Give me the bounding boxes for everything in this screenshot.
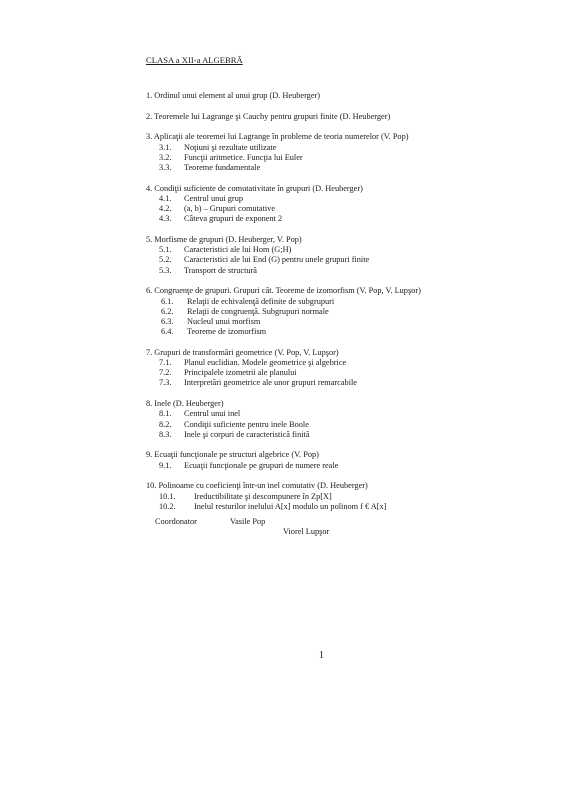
toc-subsection	[146, 430, 546, 440]
subsection-title: Ireductibilitate şi descompunere în Zp[X]	[194, 491, 332, 501]
subsection-title: Noţiuni şi rezultate utilizate	[184, 142, 277, 152]
toc-subsection	[146, 163, 546, 173]
toc-subsection	[146, 307, 546, 317]
subsection-number: 6.4.	[161, 327, 174, 337]
page-header: CLASA a XII-a ALGEBRĂ	[146, 55, 243, 65]
table-of-contents	[146, 91, 546, 523]
subsection-title: Nucleul unui morfism	[187, 316, 261, 326]
toc-subsection	[146, 358, 546, 368]
toc-subsection	[146, 502, 546, 512]
subsection-title: Funcţii aritmetice. Funcţia lui Euler	[184, 152, 303, 162]
subsection-number: 3.3.	[159, 163, 172, 173]
toc-subsection	[146, 409, 546, 419]
subsection-number: 4.2.	[159, 204, 172, 214]
toc-subsection	[146, 368, 546, 378]
subsection-title: Caracteristici ale lui End (G) pentru unele grupuri finite	[184, 255, 370, 265]
chapter-title: 9. Ecuaţii funcţionale pe structuri algebrice (V. Pop)	[146, 450, 319, 460]
subsection-number: 7.3.	[159, 378, 172, 388]
subsection-number: 6.2.	[161, 306, 174, 316]
toc-subsection	[146, 420, 546, 430]
toc-subsection	[146, 461, 546, 471]
subsection-title: Câteva grupuri de exponent 2	[184, 214, 283, 224]
toc-subsection	[146, 143, 546, 153]
toc-subsection	[146, 492, 546, 502]
subsection-title: Ecuaţii funcţionale pe grupuri de numere reale	[184, 460, 339, 470]
coordinator-name-1: Vasile Pop	[230, 517, 266, 526]
coordinator-block	[155, 517, 329, 537]
page-number: 1	[319, 650, 324, 661]
coordinator-name-2: Viorel Lupşor	[283, 527, 330, 537]
coordinator-label: Coordonator	[155, 517, 197, 526]
subsection-title: Relaţii de congruenţă. Subgrupuri normale	[187, 306, 329, 316]
chapter-title: 2. Teoremele lui Lagrange şi Cauchy pentru grupuri finite (D. Heuberger)	[146, 111, 391, 121]
toc-chapter	[146, 112, 546, 122]
toc-subsection	[146, 245, 546, 255]
toc-subsection	[146, 214, 546, 224]
subsection-title: Transport de structură	[184, 265, 257, 275]
subsection-number: 8.1.	[159, 409, 172, 419]
toc-subsection	[146, 327, 546, 337]
subsection-number: 5.1.	[159, 245, 172, 255]
toc-chapter	[146, 132, 546, 173]
toc-subsection	[146, 378, 546, 388]
subsection-number: 8.2.	[159, 419, 172, 429]
chapter-title: 3. Aplicaţii ale teoremei lui Lagrange în probleme de teoria numerelor (V. Pop)	[146, 132, 409, 142]
subsection-title: Planul euclidian. Modele geometrice şi algebrice	[184, 358, 347, 368]
subsection-number: 6.3.	[161, 316, 174, 326]
chapter-title: 1. Ordinul unui element al unui grup (D. Heuberger)	[146, 91, 321, 100]
chapter-title: 10. Polinoame cu coeficienţi într-un inel comutativ (D. Heuberger)	[146, 481, 368, 491]
subsection-number: 7.2.	[159, 368, 172, 378]
toc-subsection	[146, 255, 546, 265]
subsection-number: 7.1.	[159, 358, 172, 368]
subsection-number: 6.1.	[161, 296, 174, 306]
toc-chapter	[146, 450, 546, 470]
subsection-number: 10.1.	[159, 491, 176, 501]
subsection-title: Centrul unui grup	[184, 193, 243, 203]
toc-chapter	[146, 399, 546, 440]
subsection-number: 9.1.	[159, 460, 172, 470]
chapter-title: 7. Grupuri de transformări geometrice (V. Pop, V. Lupşor)	[146, 347, 339, 357]
toc-chapter	[146, 348, 546, 389]
toc-subsection	[146, 317, 546, 327]
chapter-title: 5. Morfisme de grupuri (D. Heuberger, V. Pop)	[146, 235, 302, 245]
subsection-number: 3.2.	[159, 152, 172, 162]
subsection-title: Caracteristici ale lui Hom (G;H)	[184, 245, 292, 255]
toc-chapter	[146, 91, 546, 101]
toc-subsection	[146, 204, 546, 214]
subsection-title: Inelul resturilor inelului A[x] modulo un polinom f € A[x]	[194, 501, 387, 511]
toc-chapter	[146, 481, 546, 512]
toc-subsection	[146, 297, 546, 307]
toc-chapter	[146, 184, 546, 225]
subsection-title: Centrul unui inel	[184, 409, 241, 419]
toc-subsection	[146, 194, 546, 204]
toc-chapter	[146, 235, 546, 276]
subsection-title: Teoreme fundamentale	[184, 163, 261, 173]
subsection-number: 8.3.	[159, 429, 172, 439]
subsection-title: Interpretări geometrice ale unor grupuri remarcabile	[184, 378, 357, 388]
chapter-title: 6. Congruenţe de grupuri. Grupuri cât. Teoreme de izomorfism (V. Pop, V. Lupşor)	[146, 286, 421, 296]
subsection-title: Principalele izometrii ale planului	[184, 368, 297, 378]
subsection-number: 5.2.	[159, 255, 172, 265]
subsection-title: Relaţii de echivalenţă definite de subgrupuri	[187, 296, 335, 306]
subsection-number: 3.1.	[159, 142, 172, 152]
subsection-number: 4.1.	[159, 193, 172, 203]
subsection-title: Condiţii suficiente pentru inele Boole	[184, 419, 309, 429]
toc-chapter	[146, 286, 546, 337]
subsection-number: 4.3.	[159, 214, 172, 224]
chapter-title: 8. Inele (D. Heuberger)	[146, 399, 224, 409]
chapter-title: 4. Condiţii suficiente de comutativitate în grupuri (D. Heuberger)	[146, 183, 363, 193]
subsection-title: Teoreme de izomorfism	[187, 327, 267, 337]
subsection-title: (a, b) – Grupuri comutative	[184, 204, 276, 214]
toc-subsection	[146, 153, 546, 163]
subsection-number: 5.3.	[159, 265, 172, 275]
subsection-number: 10.2.	[159, 501, 176, 511]
toc-subsection	[146, 266, 546, 276]
subsection-title: Inele şi corpuri de caracteristică finită	[184, 429, 310, 439]
